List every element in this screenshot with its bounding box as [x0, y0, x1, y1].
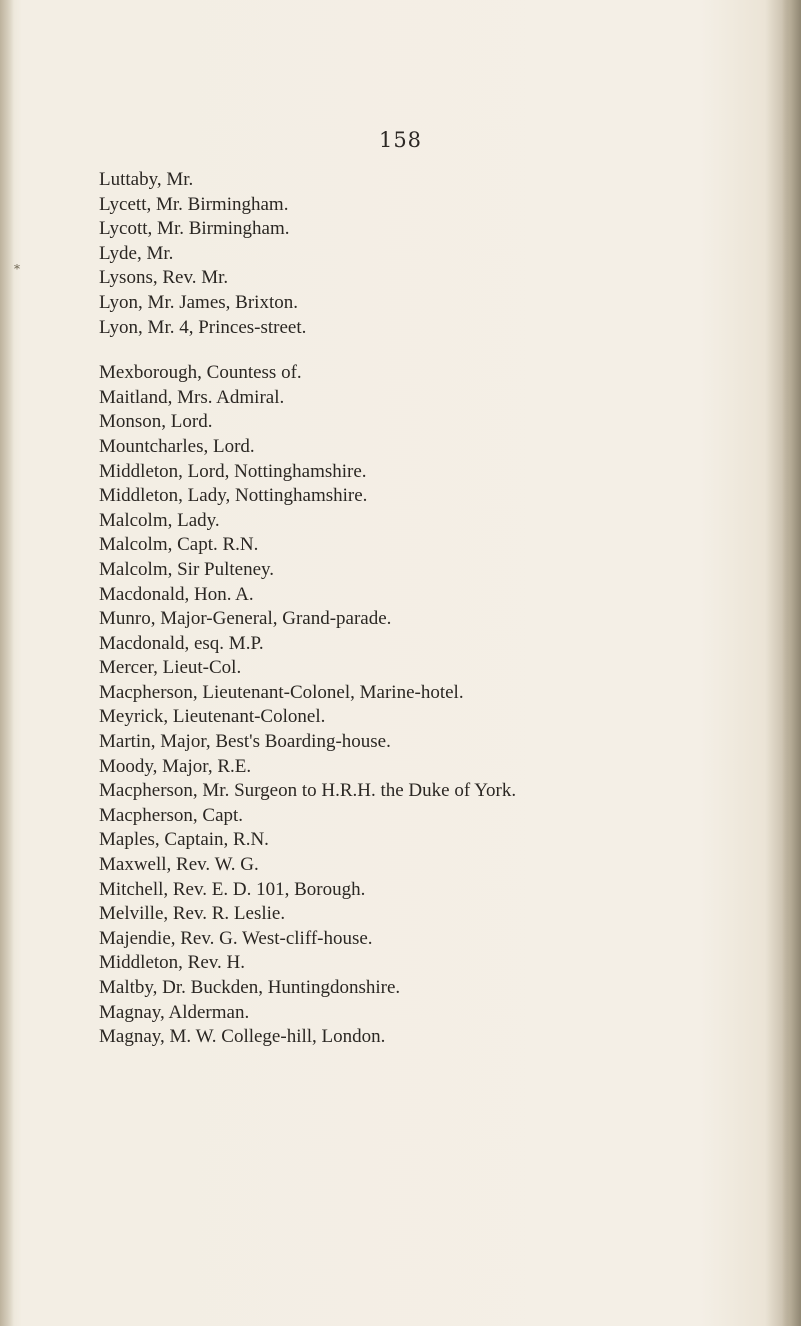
list-entry: Munro, Major-General, Grand-parade.	[99, 608, 392, 630]
list-entry: Magnay, Alderman.	[99, 1001, 250, 1023]
list-entry: Middleton, Lord, Nottinghamshire.	[99, 460, 367, 482]
list-entry: Magnay, M. W. College-hill, London.	[99, 1026, 386, 1048]
list-entry: Malcolm, Sir Pulteney.	[99, 558, 275, 580]
margin-mark: *	[14, 262, 20, 276]
list-entry: Macpherson, Mr. Surgeon to H.R.H. the Duke of York.	[99, 780, 517, 802]
list-entry: Macpherson, Lieutenant-Colonel, Marine-hotel.	[99, 681, 464, 703]
list-entry: Maltby, Dr. Buckden, Huntingdonshire.	[99, 977, 401, 998]
page-gutter-shadow	[0, 0, 14, 1326]
list-entry: Middleton, Lady, Nottinghamshire.	[99, 485, 368, 507]
list-entry: Meyrick, Lieutenant-Colonel.	[99, 706, 326, 728]
list-entry: Maitland, Mrs. Admiral.	[99, 386, 285, 408]
list-entry: Moody, Major, R.E.	[99, 755, 252, 777]
list-entry: Macdonald, esq. M.P.	[99, 632, 264, 654]
list-entry: Lycett, Mr. Birmingham.	[99, 193, 289, 215]
list-entry: Macpherson, Capt.	[99, 804, 244, 826]
section-gap	[99, 340, 516, 361]
list-entry: Mitchell, Rev. E. D. 101, Borough.	[99, 878, 366, 900]
list-entry: Malcolm, Lady.	[99, 509, 220, 531]
list-entry: Maxwell, Rev. W. G.	[99, 854, 259, 876]
list-entry: Lyde, Mr.	[99, 242, 174, 264]
list-entry: Lyon, Mr. James, Brixton.	[99, 291, 298, 313]
list-entry: Majendie, Rev. G. West-cliff-house.	[99, 927, 373, 949]
list-entry: Middleton, Rev. H.	[99, 952, 246, 974]
list-entry: Mexborough, Countess of.	[99, 362, 302, 384]
subscriber-list	[99, 168, 516, 1050]
page-edge	[782, 0, 801, 1326]
list-entry: Mountcharles, Lord.	[99, 435, 255, 457]
list-entry: Macdonald, Hon. A.	[99, 583, 254, 605]
list-entry: Martin, Major, Best's Boarding-house.	[99, 731, 391, 753]
page-number: 158	[378, 128, 423, 152]
list-entry: Monson, Lord.	[99, 411, 213, 433]
list-entry: Lycott, Mr. Birmingham.	[99, 218, 290, 240]
list-entry: Lysons, Rev. Mr.	[99, 267, 229, 289]
list-entry: Melville, Rev. R. Leslie.	[99, 903, 286, 925]
list-entry: Luttaby, Mr.	[99, 169, 194, 190]
list-entry: Mercer, Lieut-Col.	[99, 657, 242, 679]
list-entry: Lyon, Mr. 4, Princes-street.	[99, 316, 307, 338]
list-entry: Maples, Captain, R.N.	[99, 829, 269, 851]
list-entry: Malcolm, Capt. R.N.	[99, 534, 259, 556]
